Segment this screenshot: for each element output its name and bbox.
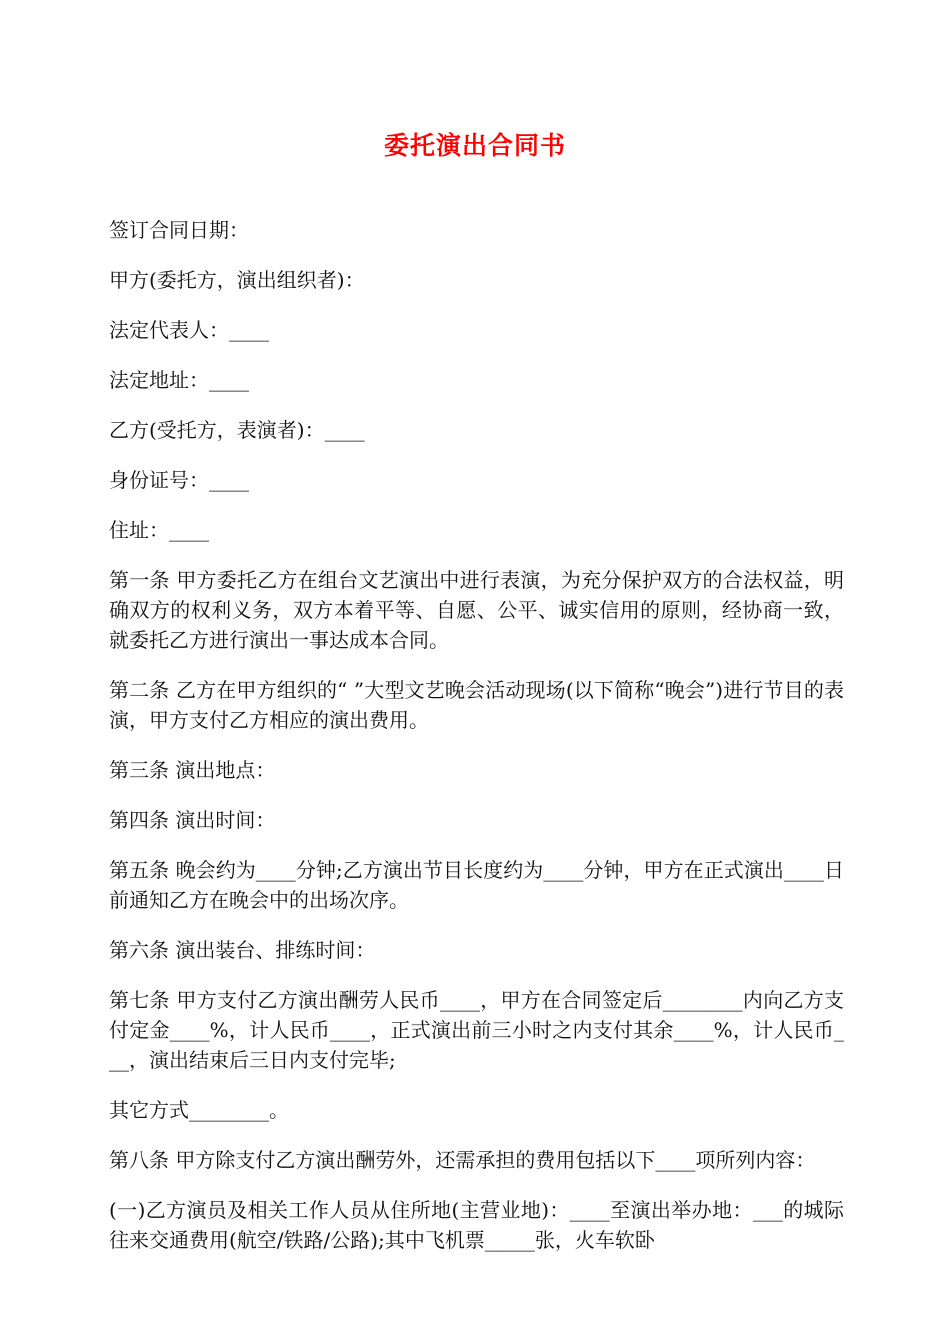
article-1: 第一条 甲方委托乙方在组台文艺演出中进行表演，为充分保护双方的合法权益，明确双方的权利义务，双方本着平等、自愿、公平、诚实信用的原则，经协商一致，就委托乙方进行演出一事达成本合同。	[109, 568, 844, 652]
legal-representative-line: 法定代表人：____	[109, 318, 269, 342]
legal-address-line: 法定地址：____	[109, 368, 249, 392]
article-2: 第二条 乙方在甲方组织的“ ”大型文艺晚会活动现场(以下简称“晚会”)进行节目的表演，甲方支付乙方相应的演出费用。	[109, 678, 844, 732]
party-a-line: 甲方(委托方，演出组织者)：	[109, 268, 365, 292]
other-methods-line: 其它方式________。	[109, 1098, 289, 1122]
article-5: 第五条 晚会约为____分钟;乙方演出节目长度约为____分钟，甲方在正式演出____日前通知乙方在晚会中的出场次序。	[109, 858, 844, 912]
party-b-line: 乙方(受托方，表演者)：____	[109, 418, 365, 442]
article-7: 第七条 甲方支付乙方演出酬劳人民币____，甲方在合同签定后________内向乙方支付定金____%，计人民币____，正式演出前三小时之内支付其余____%，计人民币___，演出结束后三日内支付完毕;	[109, 988, 844, 1072]
document-title: 委托演出合同书	[383, 131, 566, 160]
signing-date-line: 签订合同日期：	[109, 218, 249, 242]
article-4: 第四条 演出时间：	[109, 808, 276, 832]
id-number-line: 身份证号：____	[109, 468, 249, 492]
article-6: 第六条 演出装台、排练时间：	[109, 938, 376, 962]
residence-line: 住址：____	[109, 518, 209, 542]
document-body	[109, 215, 844, 1275]
article-8: 第八条 甲方除支付乙方演出酬劳外，还需承担的费用包括以下____项所列内容：	[109, 1148, 816, 1172]
article-3: 第三条 演出地点：	[109, 758, 276, 782]
article-8-item-1: (一)乙方演员及相关工作人员从住所地(主营业地)：____至演出举办地：___的城际往来交通费用(航空/铁路/公路);其中飞机票_____张，火车软卧	[109, 1198, 844, 1252]
